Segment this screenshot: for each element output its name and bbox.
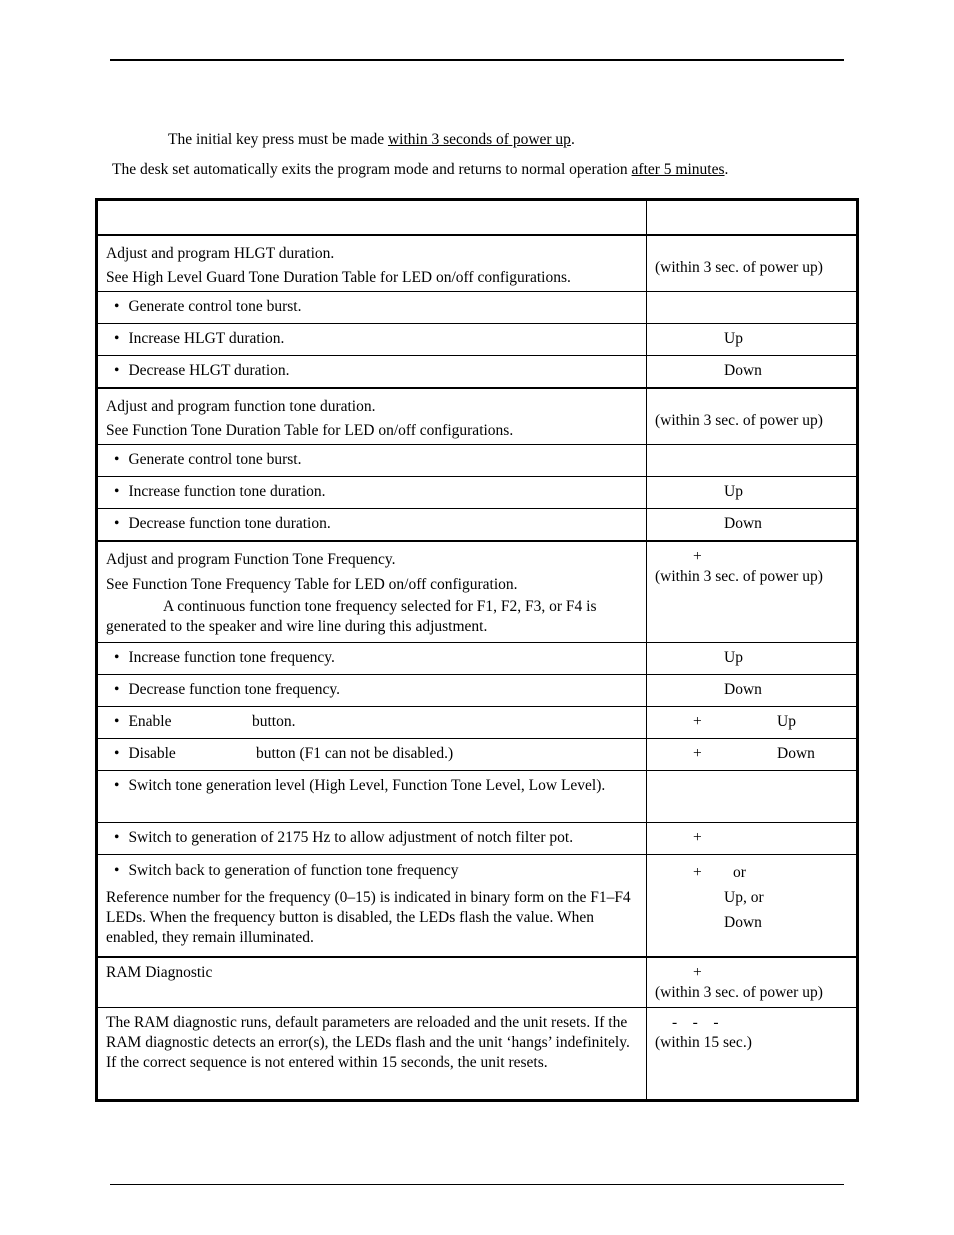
cell <box>647 771 857 823</box>
text: The desk set automatically exits the program mode and returns to normal operation <box>112 161 632 178</box>
bullet-text: • Generate control tone burst. <box>106 298 301 315</box>
bullet-text: • Increase function tone frequency. <box>106 649 335 666</box>
cell <box>98 388 647 445</box>
text: (within 15 sec.) <box>655 1034 752 1051</box>
cell <box>647 675 857 707</box>
cell <box>647 509 857 541</box>
cell <box>647 292 857 324</box>
cell <box>98 707 647 739</box>
cell <box>647 235 857 292</box>
cell <box>647 957 857 1008</box>
cell <box>98 477 647 509</box>
bullet-text: • Enable <box>106 712 252 732</box>
table-row <box>98 324 857 356</box>
text: . <box>570 131 575 148</box>
text: Up <box>724 330 743 347</box>
header-cell <box>98 201 647 235</box>
table-row <box>98 445 857 477</box>
table-row <box>98 771 857 823</box>
bullet-text: • Decrease HLGT duration. <box>106 362 290 379</box>
cell <box>647 823 857 855</box>
cell <box>647 356 857 388</box>
text: . <box>724 161 729 178</box>
table-row <box>98 477 857 509</box>
text: + <box>693 745 702 762</box>
text: (within 3 sec. of power up) <box>655 983 823 1001</box>
bullet-text: • Switch back to generation of function tone frequency <box>106 860 638 882</box>
bullet-text: • Generate control tone burst. <box>106 451 301 468</box>
text: Down <box>777 745 815 762</box>
table-row <box>98 855 857 957</box>
table-header-row <box>98 201 857 235</box>
table-row <box>98 1008 857 1100</box>
bullet-text: • Increase function tone duration. <box>106 483 326 500</box>
text: RAM Diagnostic <box>106 963 213 981</box>
text: Up <box>777 713 796 730</box>
text: See Function Tone Duration Table for LED on/off configurations. <box>106 421 514 439</box>
cell <box>98 235 647 292</box>
cell <box>98 675 647 707</box>
text: See Function Tone Frequency Table for LED on/off configuration. <box>106 575 518 593</box>
text: or <box>733 864 746 881</box>
cell <box>647 855 857 957</box>
text: - - - <box>672 1014 719 1031</box>
bullet-text: • Increase HLGT duration. <box>106 330 284 347</box>
text: + <box>693 547 702 565</box>
text: Adjust and program HLGT duration. <box>106 244 335 262</box>
cell <box>647 707 857 739</box>
table-row <box>98 235 857 292</box>
cell <box>647 643 857 675</box>
bullet-text: • Switch to generation of 2175 Hz to allow adjustment of notch filter pot. <box>106 829 573 846</box>
header-rule <box>110 59 844 61</box>
table-row <box>98 675 857 707</box>
cell <box>647 388 857 445</box>
table-row <box>98 356 857 388</box>
text: Adjust and program function tone duration. <box>106 397 376 415</box>
table-row <box>98 541 857 643</box>
table-row <box>98 509 857 541</box>
cell <box>98 292 647 324</box>
cell <box>647 739 857 771</box>
table-row <box>98 388 857 445</box>
cell <box>98 541 647 643</box>
cell <box>98 771 647 823</box>
text: + <box>693 963 702 981</box>
text: Up <box>724 649 743 666</box>
bullet-text: • Decrease function tone duration. <box>106 515 331 532</box>
note-text: The RAM diagnostic runs, default parameters are reloaded and the unit resets. If the RAM diagnostic detects an error(s), the LEDs flash and the unit ‘hangs’ indefinitely. If the correct sequence is not entered within 15 seconds, the unit resets. <box>106 1014 630 1071</box>
text: + <box>693 713 702 730</box>
header-cell <box>647 201 857 235</box>
text: See High Level Guard Tone Duration Table for LED on/off configurations. <box>106 268 571 286</box>
text: + <box>693 864 702 881</box>
cell <box>647 477 857 509</box>
cell <box>647 324 857 356</box>
bullet-text: • Decrease function tone frequency. <box>106 681 340 698</box>
text: Adjust and program Function Tone Frequency. <box>106 550 396 568</box>
cell <box>98 739 647 771</box>
intro-line-2 <box>112 161 728 179</box>
table-row <box>98 707 857 739</box>
text: (within 3 sec. of power up) <box>655 411 823 429</box>
table-row <box>98 739 857 771</box>
text: + <box>693 829 702 846</box>
cell <box>647 541 857 643</box>
text: Up <box>724 483 743 500</box>
program-mode-table <box>97 200 857 1100</box>
cell <box>647 1008 857 1100</box>
text: Down <box>724 681 762 698</box>
footer-rule <box>110 1184 844 1185</box>
cell <box>98 509 647 541</box>
underlined-text: after 5 minutes <box>631 161 725 178</box>
underlined-text: within 3 seconds of power up <box>387 131 571 148</box>
cell <box>98 356 647 388</box>
text: (within 3 sec. of power up) <box>655 567 823 585</box>
note-text: A continuous function tone frequency selected for F1, F2, F3, or F4 is generated to the speaker and wire line during this adjustment. <box>106 597 597 635</box>
cell <box>98 957 647 1008</box>
text: Down <box>724 515 762 532</box>
intro-line-1 <box>168 131 575 149</box>
text: Down <box>724 362 762 379</box>
cell <box>98 643 647 675</box>
cell <box>98 445 647 477</box>
bullet-text: • Switch tone generation level (High Level, Function Tone Level, Low Level). <box>106 776 638 796</box>
text: The initial key press must be made <box>168 131 388 148</box>
note-text: Reference number for the frequency (0–15) is indicated in binary form on the F1–F4 LEDs. When the frequency button is disabled, the LEDs flash the value. When enabled, they remain illuminated. <box>106 889 631 946</box>
cell <box>98 823 647 855</box>
text: Up, or <box>724 889 764 906</box>
table-row <box>98 957 857 1008</box>
table-row <box>98 292 857 324</box>
text: button. <box>252 713 296 730</box>
cell <box>98 1008 647 1100</box>
bullet-text: • Disable <box>106 744 256 764</box>
text: (within 3 sec. of power up) <box>655 258 823 276</box>
cell <box>647 445 857 477</box>
text: Down <box>724 914 762 931</box>
table-row <box>98 643 857 675</box>
text: button (F1 can not be disabled.) <box>256 745 454 762</box>
table-row <box>98 823 857 855</box>
cell <box>98 324 647 356</box>
cell <box>98 855 647 957</box>
